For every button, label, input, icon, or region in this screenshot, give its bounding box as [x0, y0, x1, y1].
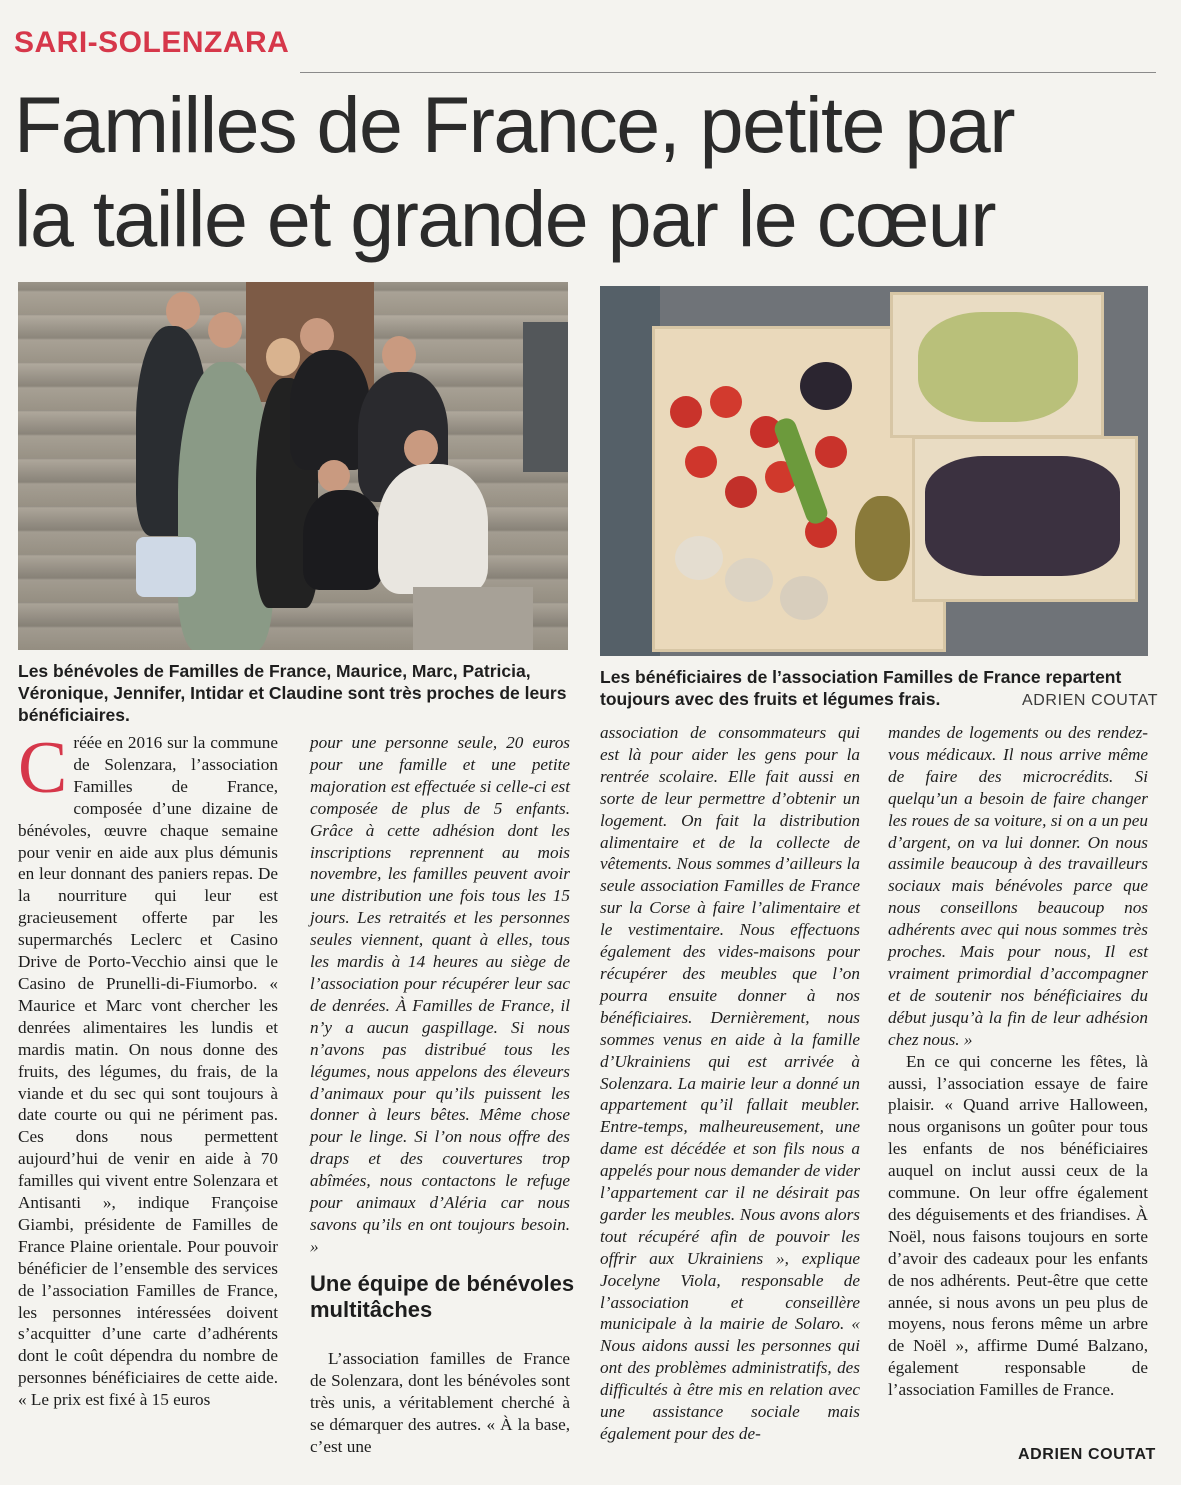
column-4b-text: En ce qui concerne les fêtes, là aussi, l’association essaye de faire plaisir. « Quand arrive Halloween, nous organisons un goûter pour tous les enfants de nos bénéficiaires auquel on inclut aussi ceux de la commune. On leur offre également des déguisements et des friandises. À Noël, nous faisons toujours en sorte d’avoir des cadeaux pour les enfants de nos adhérents. Peut-être que cette année, si nous avons un peu plus de moyens, nous ferons même un arbre de Noël », affirme Dumé Balzano, également responsable de l’association Familles de France.	[888, 1051, 1148, 1400]
mushroom	[780, 576, 828, 620]
photo-shadow	[600, 286, 660, 656]
person-figure	[303, 490, 383, 590]
tomato	[685, 446, 717, 478]
mushroom	[675, 536, 723, 580]
photo-credit: ADRIEN COUTAT	[1022, 692, 1159, 709]
tomato	[710, 386, 742, 418]
person-head	[318, 460, 350, 492]
photo-pipe	[523, 322, 568, 472]
section-subhead: Une équipe de bénévoles multitâches	[310, 1271, 575, 1322]
photo-right-caption: Les bénéficiaires de l’association Familles de France repartent toujours avec des fruits et légumes frais.	[600, 667, 1122, 709]
cabbage	[800, 362, 852, 410]
eggplants	[925, 456, 1120, 576]
section-rubric: SARI-SOLENZARA	[14, 26, 290, 59]
person-head	[266, 338, 300, 376]
headline-line-2: la taille et grande par le cœur	[14, 174, 996, 263]
body-column-2	[310, 732, 570, 1258]
mushroom	[725, 558, 773, 602]
body-column-1	[18, 727, 278, 1411]
body-column-2b	[310, 1348, 570, 1458]
tomato	[815, 436, 847, 468]
tomato	[670, 396, 702, 428]
person-head	[208, 312, 242, 348]
person-head	[166, 292, 200, 330]
tomato	[725, 476, 757, 508]
drop-cap: C	[18, 727, 68, 809]
headline-line-1: Familles de France, petite par	[14, 80, 1015, 169]
stone-bench	[413, 587, 533, 650]
photo-left-caption: Les bénévoles de Familles de France, Maurice, Marc, Patricia, Véronique, Jennifer, Intidar et Claudine sont très proches de leurs bénéficiaires.	[18, 661, 567, 725]
person-figure	[378, 464, 488, 594]
article-byline: ADRIEN COUTAT	[1018, 1446, 1156, 1463]
article-headline	[14, 78, 1164, 266]
header-rule	[300, 72, 1156, 73]
produce-photo	[600, 286, 1148, 656]
person-head	[300, 318, 334, 354]
grapes	[918, 312, 1078, 422]
body-column-3	[600, 722, 860, 1445]
column-2b-text: L’association familles de France de Solenzara, dont les bénévoles sont très unis, a véritablement cherché à se démarquer des autres. « À la base, c’est une	[310, 1349, 570, 1456]
pineapple	[855, 496, 910, 581]
person-head	[404, 430, 438, 466]
column-4a-text: mandes de logements ou des rendez-vous médicaux. Il nous arrive même de faire des microcrédits. Si quelqu’un a besoin de faire changer les roues de sa voiture, si on a un peu d’argent, on va lui donner. On nous assimile beaucoup à des travailleurs sociaux mais bénévoles parce que nous conseillons beaucoup nos adhérents avec qui nous sommes très proches. Mais pour nous, Il est vraiment primordial d’accompagner et de soutenir nos bénéficiaires du début jusqu’à la fin de leur adhésion chez nous. »	[888, 723, 1148, 1049]
person-head	[382, 336, 416, 374]
body-column-4	[888, 722, 1148, 1401]
column-1-text: réée en 2016 sur la commune de Solenzara, l’association Familles de France, composée d’une dizaine de bénévoles, œuvre chaque semaine pour venir en aide aux plus démunis en leur donnant des paniers repas. De la nourriture qui leur est gracieusement offerte par les supermarchés Leclerc et Casino Drive de Porto-Vecchio ainsi que le Casino de Prunelli-di-Fiumorbo. « Maurice et Marc vont chercher les denrées alimentaires les lundis et mardis matin. On nous donne des fruits, des légumes, du frais, de la viande et du sec qui sont toujours à date courte ou qui ne périment pas. Ces dons nous permettent aujourd’hui de venir en aide à 70 familles qui vivent entre Solenzara et Antisanti », indique Françoise Giambi, présidente de Familles de France Plaine orientale. Pour pouvoir bénéficier de l’ensemble des services de l’association Familles de France, les personnes intéressées doivent s’acquitter d’une carte d’adhérents dont le coût dépendra du nombre de personnes bénéficiaires de cette aide. « Le prix est fixé à 15 euros	[18, 733, 278, 1410]
volunteers-photo	[18, 282, 568, 650]
bag	[136, 537, 196, 597]
column-3-text: association de consommateurs qui est là pour aider les gens pour la rentrée scolaire. Elle fait aussi en sorte de leur permettre d’obtenir un logement. On fait la distribution alimentaire et de la collecte de vêtements. Nous sommes d’ailleurs la seule association Familles de France sur la Corse à faire l’alimentaire et le vestimentaire. Nous effectuons également des vides-maisons pour récupérer des meubles que l’on pourra ensuite donner à nos bénéficiaires. Dernièrement, nous sommes venus en aide à la famille d’Ukrainiens qui est arrivée à Solenzara. La mairie leur a donné un appartement qu’il fallait meubler. Entre-temps, malheureusement, une dame est décédée et son fils nous a appelés pour nous demander de vider l’appartement car il ne désirait pas garder les meubles. Nous avons alors tout récupéré afin de pouvoir les offrir aux Ukrainiens », explique Jocelyne Viola, responsable de l’association et conseillère municipale à la mairie de Solaro. « Nous aidons aussi les personnes qui ont des problèmes administratifs, des difficultés à être mis en relation avec une assistance sociale mais également pour des de-	[600, 723, 860, 1443]
column-2-text: pour une personne seule, 20 euros pour une famille et une petite majoration est effectuée si celle-ci est composée de plus de 5 enfants. Grâce à cette adhésion dont les inscriptions reprennent au mois novembre, les familles peuvent avoir une distribution une fois tous les 15 jours. Les retraités et les personnes seules viennent, quant à elles, tous les mardis à 14 heures au siège de l’association pour récupérer leur sac de denrées. À Familles de France, il n’y a aucun gaspillage. Si nous n’avons pas distribué tous les légumes, nous appelons des éleveurs d’animaux pour qu’ils puissent les donner à leurs bêtes. Même chose pour le linge. Si l’on nous offre des draps et des couvertures trop abîmées, nous contactons le refuge pour animaux d’Aléria car nous savons qu’ils en ont toujours besoin. »	[310, 733, 570, 1256]
